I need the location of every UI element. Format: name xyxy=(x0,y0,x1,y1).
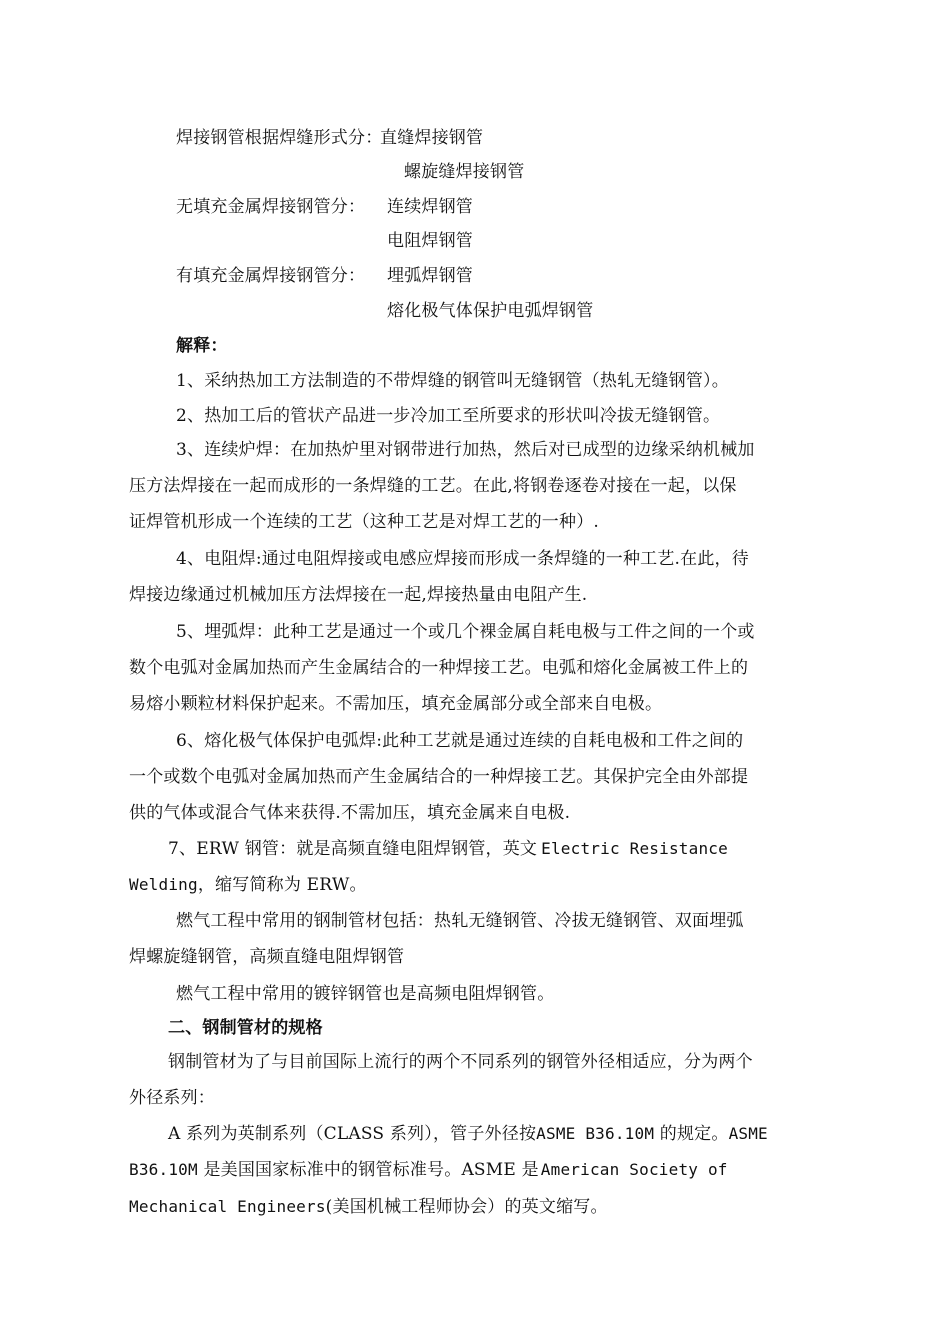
explanation-item-1: 1、采纳热加工方法制造的不带焊缝的钢管叫无缝钢管（热轧无缝钢管）。 xyxy=(176,371,729,391)
explanation-item-3-line-1: 3、连续炉焊：在加热炉里对钢带进行加热，然后对已成型的边缘采纳机械加 xyxy=(176,440,755,460)
asme-full-name-cont: Mechanical Engineers xyxy=(129,1197,326,1216)
explanation-item-3-line-2: 压方法焊接在一起而成形的一条焊缝的工艺。在此,将钢卷逐卷对接在一起，以保 xyxy=(129,476,737,496)
erw-english-term-cont: Welding xyxy=(129,875,198,894)
erw-definition-text: 7、ERW 钢管：就是高频直缝电阻焊钢管，英文 xyxy=(168,839,538,859)
erw-english-term: Electric Resistance xyxy=(541,839,728,858)
series-a-line-2 xyxy=(129,1158,728,1182)
explanation-heading: 解释： xyxy=(176,336,228,356)
with-filler-item-1: 埋弧焊钢管 xyxy=(387,266,473,286)
explanation-item-6-line-3: 供的气体或混合气体来获得.不需加压，填充金属来自电极. xyxy=(129,803,571,823)
asme-standard: ASME B36.10M xyxy=(536,1124,655,1143)
explanation-item-5-line-2: 数个电弧对金属加热而产生金属结合的一种焊接工艺。电弧和熔化金属被工件上的 xyxy=(129,658,749,678)
explanation-item-5-line-3: 易熔小颗粒材料保护起来。不需加压，填充金属部分或全部来自电极。 xyxy=(129,694,663,714)
welded-by-seam-item-1: 直缝焊接钢管 xyxy=(380,128,484,148)
erw-abbreviation-text: ，缩写简称为 ERW。 xyxy=(197,875,367,895)
welded-by-seam-item-2: 螺旋缝焊接钢管 xyxy=(404,162,525,182)
series-a-text: A 系列为英制系列（CLASS 系列），管子外径按 xyxy=(168,1124,537,1144)
gas-pipes-line-2: 焊螺旋缝钢管，高频直缝电阻焊钢管 xyxy=(129,947,405,967)
explanation-item-7-line-1 xyxy=(168,837,728,861)
explanation-item-4-line-2: 焊接边缘通过机械加压方法焊接在一起,焊接热量由电阻产生. xyxy=(129,585,588,605)
explanation-item-6-line-2: 一个或数个电弧对金属加热而产生金属结合的一种焊接工艺。其保护完全由外部提 xyxy=(129,767,749,787)
explanation-item-6-line-1: 6、熔化极气体保护电弧焊:此种工艺就是通过连续的自耗电极和工件之间的 xyxy=(176,731,744,751)
explanation-item-3-line-3: 证焊管机形成一个连续的工艺（这种工艺是对焊工艺的一种）. xyxy=(129,512,600,532)
asme-standard-cont: B36.10M xyxy=(129,1160,198,1179)
section-2-intro-line-1: 钢制管材为了与目前国际上流行的两个不同系列的钢管外径相适应，分为两个 xyxy=(168,1052,753,1072)
explanation-item-5-line-1: 5、埋弧焊：此种工艺是通过一个或几个裸金属自耗电极与工件之间的一个或 xyxy=(176,622,755,642)
explanation-item-7-line-2 xyxy=(129,873,367,897)
asme-abbr: ASME xyxy=(728,1124,768,1143)
section-2-intro-line-2: 外径系列： xyxy=(129,1088,215,1108)
explanation-item-2: 2、热加工后的管状产品进一步冷加工至所要求的形状叫冷拔无缝钢管。 xyxy=(176,406,721,426)
section-2-heading: 二、钢制管材的规格 xyxy=(168,1018,323,1038)
no-filler-label: 无填充金属焊接钢管分： xyxy=(176,197,366,217)
with-filler-label: 有填充金属焊接钢管分： xyxy=(176,266,366,286)
with-filler-item-2: 熔化极气体保护电弧焊钢管 xyxy=(387,301,594,321)
series-a-text-5: (美国机械工程师协会）的英文缩写。 xyxy=(325,1197,608,1217)
no-filler-item-1: 连续焊钢管 xyxy=(387,197,473,217)
gas-galvanized-pipes: 燃气工程中常用的镀锌钢管也是高频电阻焊钢管。 xyxy=(176,984,555,1004)
asme-full-name: American Society of xyxy=(540,1160,728,1179)
no-filler-item-2: 电阻焊钢管 xyxy=(387,231,473,251)
series-a-line-1 xyxy=(168,1122,768,1146)
series-a-line-3 xyxy=(129,1195,608,1219)
gas-pipes-line-1: 燃气工程中常用的钢制管材包括：热轧无缝钢管、冷拔无缝钢管、双面埋弧 xyxy=(176,911,744,931)
series-a-text-3: 是美国国家标准中的钢管标准号。 xyxy=(197,1160,462,1180)
series-a-text-4: ASME 是 xyxy=(461,1160,539,1180)
welded-by-seam-label: 焊接钢管根据焊缝形式分： xyxy=(176,128,383,148)
series-a-text-2: 的规定。 xyxy=(654,1124,729,1144)
explanation-item-4-line-1: 4、电阻焊:通过电阻焊接或电感应焊接而形成一条焊缝的一种工艺.在此，待 xyxy=(176,549,749,569)
